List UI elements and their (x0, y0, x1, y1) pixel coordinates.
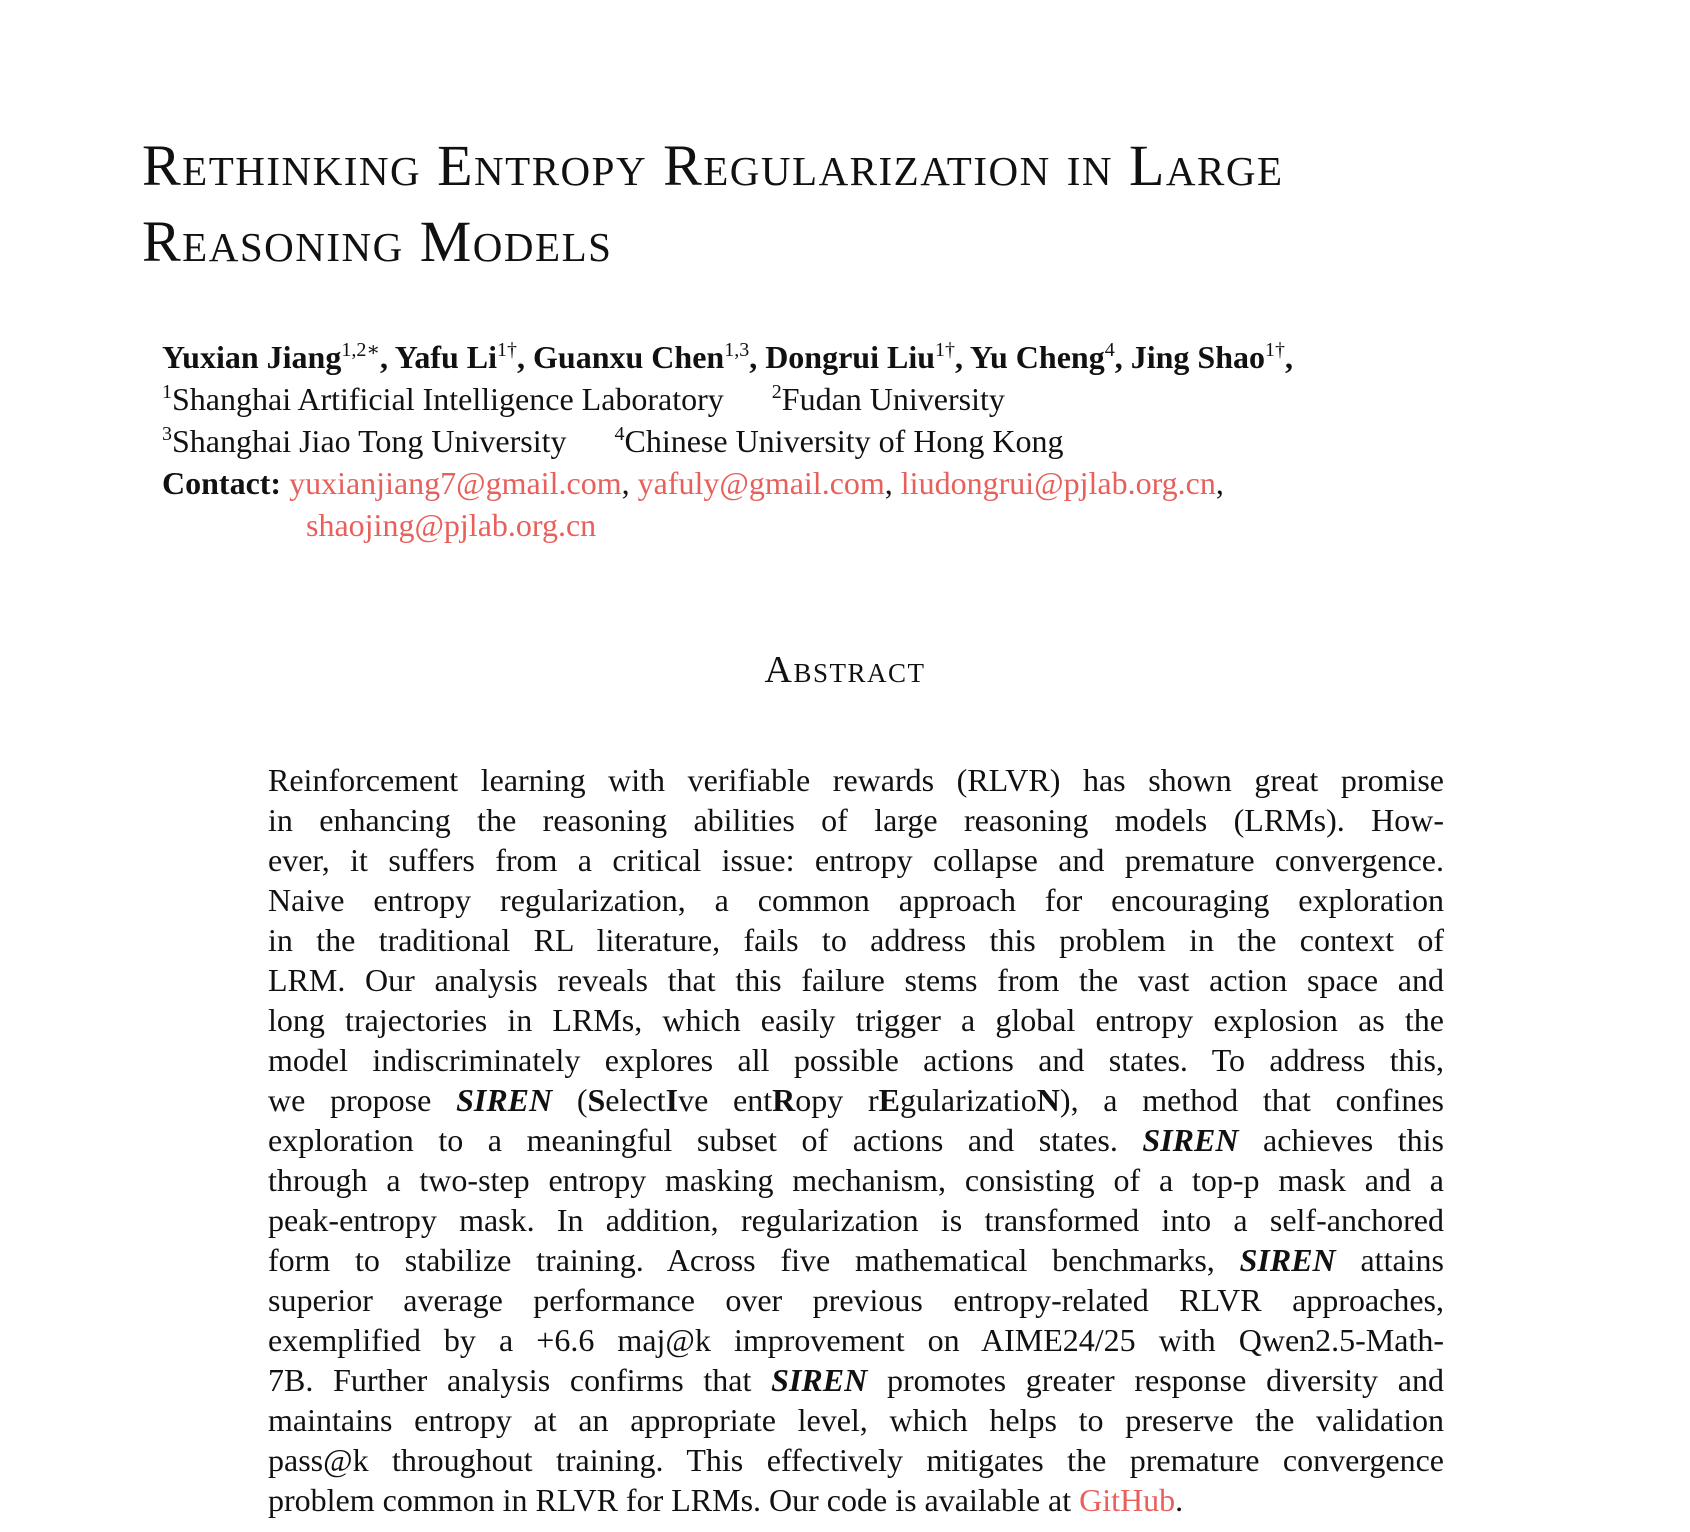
abstract-line (268, 1360, 1444, 1400)
author-name: Yuxian Jiang (162, 339, 342, 375)
contact-line: Contact: yuxianjiang7@gmail.com, yafuly@gmail.com, liudongrui@pjlab.org.cn, (162, 465, 1224, 501)
contact-label: Contact: (162, 465, 282, 501)
author-marks: 4 (1104, 339, 1115, 361)
abstract-line: maintains entropy at an appropriate level, which helps to preserve the validation (268, 1402, 1444, 1438)
text-run: form to stabilize training. Across five mathematical benchmarks, (268, 1242, 1240, 1278)
abstract-line (268, 1240, 1444, 1280)
author-marks: 1,3 (724, 339, 750, 361)
abstract-heading: Abstract (764, 649, 926, 691)
author-marks: 1† (935, 339, 956, 361)
github-link[interactable]: GitHub (1079, 1482, 1176, 1518)
affiliation-name: Chinese University of Hong Kong (624, 423, 1064, 459)
affiliation-name: Fudan University (781, 381, 1005, 417)
contact-line-continued (162, 504, 1562, 546)
acronym-letter: I (665, 1082, 679, 1118)
affiliation-number: 2 (771, 381, 782, 403)
author-marks: 1,2∗ (341, 339, 380, 361)
abstract-line: through a two-step entropy masking mechanism, consisting of a top-p mask and a (268, 1162, 1444, 1198)
abstract-line: peak-entropy mask. In addition, regularization is transformed into a self-anchored (268, 1202, 1444, 1238)
affiliation-line (162, 378, 1562, 420)
abstract-line: LRM. Our analysis reveals that this failure stems from the vast action space and (268, 962, 1444, 998)
author-name: Yafu Li (394, 339, 497, 375)
text-run: problem common in RLVR for LRMs. Our code is available at (268, 1482, 1080, 1518)
method-name: SIREN (1142, 1122, 1239, 1158)
acronym-rest: ve ent (678, 1082, 773, 1118)
text-run: promotes greater response diversity and (867, 1362, 1445, 1398)
text-run: . (1175, 1482, 1184, 1518)
acronym-letter: N (1036, 1082, 1060, 1118)
title-line-2: Reasoning Models (142, 209, 613, 274)
text-run: ), a method that confines (1059, 1082, 1445, 1118)
affiliation-name: Shanghai Artificial Intelligence Laboratory (172, 381, 724, 417)
acronym-rest: gularizatio (899, 1082, 1037, 1118)
text-run: exploration to a meaningful subset of actions and states. (268, 1122, 1143, 1158)
abstract-line: superior average performance over previous entropy-related RLVR approaches, (268, 1282, 1444, 1318)
text-run: ( (552, 1082, 588, 1118)
affiliation-name: Shanghai Jiao Tong University (172, 423, 567, 459)
author-marks: 1† (1264, 339, 1285, 361)
abstract-line: Reinforcement learning with verifiable rewards (RLVR) has shown great promise (268, 762, 1444, 798)
affiliation-number: 1 (162, 381, 172, 403)
title-line-1: Rethinking Entropy Regularization in Large (142, 133, 1284, 198)
email-link[interactable]: liudongrui@pjlab.org.cn (900, 465, 1216, 501)
author-block (162, 336, 1562, 546)
abstract-body (268, 760, 1444, 1520)
author-name: Yu Cheng (969, 339, 1105, 375)
abstract-line: Naive entropy regularization, a common approach for encouraging exploration (268, 882, 1444, 918)
acronym-rest: elect (605, 1082, 666, 1118)
abstract-line: long trajectories in LRMs, which easily trigger a global entropy explosion as the (268, 1002, 1444, 1038)
method-name: SIREN (456, 1082, 553, 1118)
affiliation-number: 4 (614, 423, 625, 445)
affiliation-line (162, 420, 1562, 462)
abstract-line: pass@k throughout training. This effectively mitigates the premature convergence (268, 1442, 1444, 1478)
author-list: Yuxian Jiang$^{1,2∗}$, Yafu $Li^{1\dagger}$, Guanxu Chen$^{1,3}$, Dongrui Liu$^{1\dagger}$, Yu Cheng$^4$, Jing Shao$^{1\dagger}$, (162, 339, 1293, 375)
email-link[interactable]: yuxianjiang7@gmail.com (289, 465, 622, 501)
author-name: Dongrui Liu (765, 339, 936, 375)
acronym-letter: R (772, 1082, 796, 1118)
text-run: 7B. Further analysis confirms that (268, 1362, 772, 1398)
text-run: we propose (268, 1082, 457, 1118)
abstract-line: ever, it suffers from a critical issue: entropy collapse and premature convergence. (268, 842, 1444, 878)
affiliation-number: 3 (162, 423, 172, 445)
method-name: SIREN (1239, 1242, 1336, 1278)
abstract-line: model indiscriminately explores all possible actions and states. To address this, (268, 1042, 1444, 1078)
abstract-line: exemplified by a +6.6 maj@k improvement on AIME24/25 with Qwen2.5-Math- (268, 1322, 1444, 1358)
author-marks: 1† (497, 339, 517, 361)
abstract-line: in enhancing the reasoning abilities of large reasoning models (LRMs). How- (268, 802, 1444, 838)
abstract-line (268, 1080, 1444, 1120)
author-name: Guanxu Chen (533, 339, 725, 375)
text-run: attains (1335, 1242, 1445, 1278)
method-name: SIREN (771, 1362, 868, 1398)
email-link[interactable]: yafuly@gmail.com (637, 465, 885, 501)
acronym-rest: opy r (795, 1082, 879, 1118)
email-link[interactable]: shaojing@pjlab.org.cn (306, 507, 597, 543)
abstract-line: in the traditional RL literature, fails to address this problem in the context of (268, 922, 1444, 958)
abstract-line (268, 1120, 1444, 1160)
acronym-letter: E (878, 1082, 900, 1118)
author-name: Jing Shao (1130, 339, 1265, 375)
abstract-line (268, 1480, 1444, 1520)
acronym-letter: S (587, 1082, 606, 1118)
text-run: achieves this (1238, 1122, 1445, 1158)
paper-title (142, 128, 1612, 280)
